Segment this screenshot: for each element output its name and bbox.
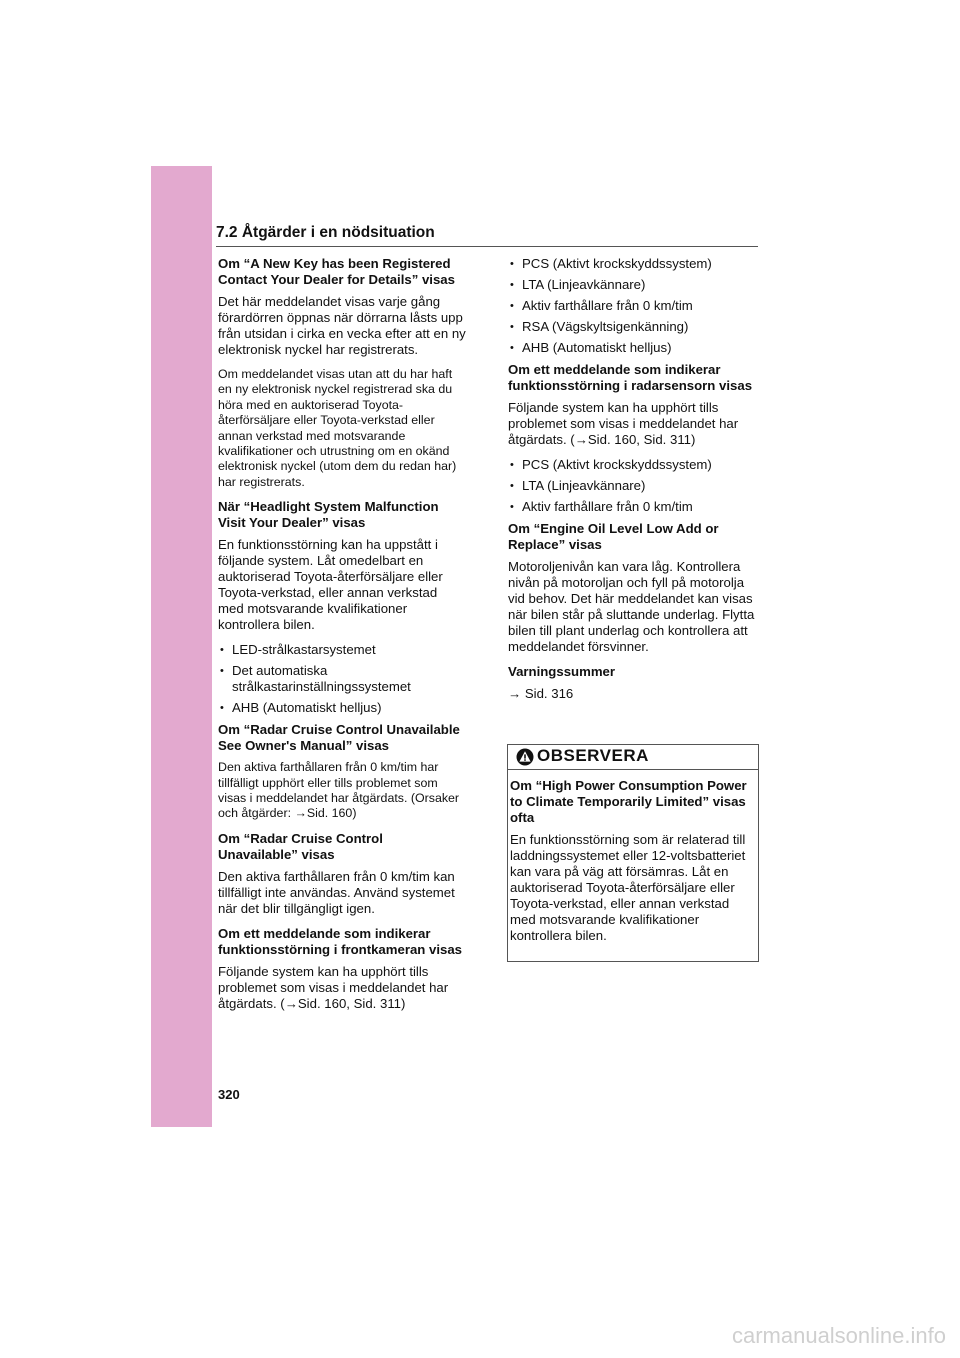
notice-text: En funktionsstörning som är relaterad till laddningssystemet eller 12-voltsbatteriet kan vara på väg att försämras. Låt en auktoriserad Toyota-återförsäljare eller Toyota-verkstad, eller annan verkstad med motsvarande kvalifikationer kontrollera bilen. — [510, 832, 746, 943]
section-heading: Om “A New Key has been Registered Contact Your Dealer for Details” visas — [218, 256, 455, 287]
paragraph: Den aktiva farthållaren från 0 km/tim har tillfälligt upphört eller tills problemet som visas i meddelandet har åtgärdats. (Orsaker och åtgärder: →Sid. 160) — [218, 760, 460, 821]
list-item: • PCS (Aktivt krockskyddssystem) — [508, 256, 760, 272]
bullet-list — [218, 642, 466, 716]
bullet-list — [508, 457, 760, 515]
section-heading: Om ett meddelande som indikerar funktionsstörning i frontkameran visas — [218, 925, 463, 957]
section-heading: När “Headlight System Malfunction Visit Your Dealer” visas — [218, 499, 439, 531]
page-reference-link[interactable]: → Sid. 316 — [508, 686, 574, 701]
paragraph: Det här meddelandet visas varje gång förardörren öppnas när dörrarna låsts upp från utsidan i cirka en vecka efter att en ny elektronisk nyckel har registrerats. — [218, 294, 466, 357]
chapter-side-tab — [151, 166, 212, 1127]
notice-box — [507, 744, 759, 962]
list-item: • AHB (Automatiskt helljus) — [508, 340, 760, 356]
section-heading: Om “Radar Cruise Control Unavailable” visas — [218, 830, 383, 862]
left-column — [218, 256, 466, 1021]
warning-icon — [516, 748, 534, 766]
list-item: • Det automatiska strålkastarinställningssystemet — [218, 663, 466, 695]
section-title: 7.2 Åtgärder i en nödsituation — [216, 224, 435, 241]
paragraph: Om meddelandet visas utan att du har haft en ny elektronisk nyckel registrerad ska du höra med en auktoriserad Toyota-återförsäljare eller Toyota-verkstad eller annan verkstad med motsvarande kvalifikationer och utrustning om en okänd elektronisk nyckel (utom dem du redan har) har registrerats. — [218, 367, 457, 489]
paragraph: Följande system kan ha upphört tills problemet som visas i meddelandet har åtgärdats. (→Sid. 160, Sid. 311) — [508, 400, 739, 447]
notice-body — [508, 770, 758, 944]
paragraph: Den aktiva farthållaren från 0 km/tim kan tillfälligt inte användas. Använd systemet när det blir tillgängligt igen. — [218, 868, 455, 916]
section-heading: Varningssummer — [508, 664, 616, 679]
list-item: • LED-strålkastarsystemet — [218, 642, 466, 658]
section-header — [216, 224, 758, 247]
list-item: • AHB (Automatiskt helljus) — [218, 700, 466, 716]
section-heading: Om “Radar Cruise Control Unavailable See Owner's Manual” visas — [218, 722, 460, 754]
paragraph: Följande system kan ha upphört tills problemet som visas i meddelandet har åtgärdats. (→Sid. 160, Sid. 311) — [218, 963, 449, 1011]
watermark: carmanualsonline.info — [731, 1323, 946, 1348]
list-item: • LTA (Linjeavkännare) — [508, 277, 760, 293]
bullet-list — [508, 256, 760, 356]
notice-title: OBSERVERA — [537, 746, 649, 765]
list-item: • RSA (Vägskyltsigenkänning) — [508, 319, 760, 335]
notice-heading: Om “High Power Consumption Power to Climate Temporarily Limited” visas ofta — [510, 778, 747, 825]
paragraph: Motoroljenivån kan vara låg. Kontrollera nivån på motoroljan och fyll på motorolja vid behov. Det här meddelandet kan visas när bilen står på sluttande underlag. Flytta bilen till plant underlag och kontrollera att meddelandet försvinner. — [508, 559, 755, 654]
notice-header — [508, 745, 758, 770]
list-item: • LTA (Linjeavkännare) — [508, 478, 760, 494]
page-number: 320 — [218, 1087, 240, 1102]
right-column — [508, 256, 760, 711]
list-item: • Aktiv farthållare från 0 km/tim — [508, 499, 760, 515]
list-item: • PCS (Aktivt krockskyddssystem) — [508, 457, 760, 473]
paragraph: En funktionsstörning kan ha uppstått i följande system. Låt omedelbart en auktoriserad Toyota-återförsäljare eller Toyota-verkstad, eller annan verkstad med motsvarande kvalifikationer kontrollera bilen. — [218, 537, 443, 633]
section-heading: Om “Engine Oil Level Low Add or Replace” visas — [508, 521, 719, 552]
list-item: • Aktiv farthållare från 0 km/tim — [508, 298, 760, 314]
section-heading: Om ett meddelande som indikerar funktionsstörning i radarsensorn visas — [508, 362, 753, 393]
